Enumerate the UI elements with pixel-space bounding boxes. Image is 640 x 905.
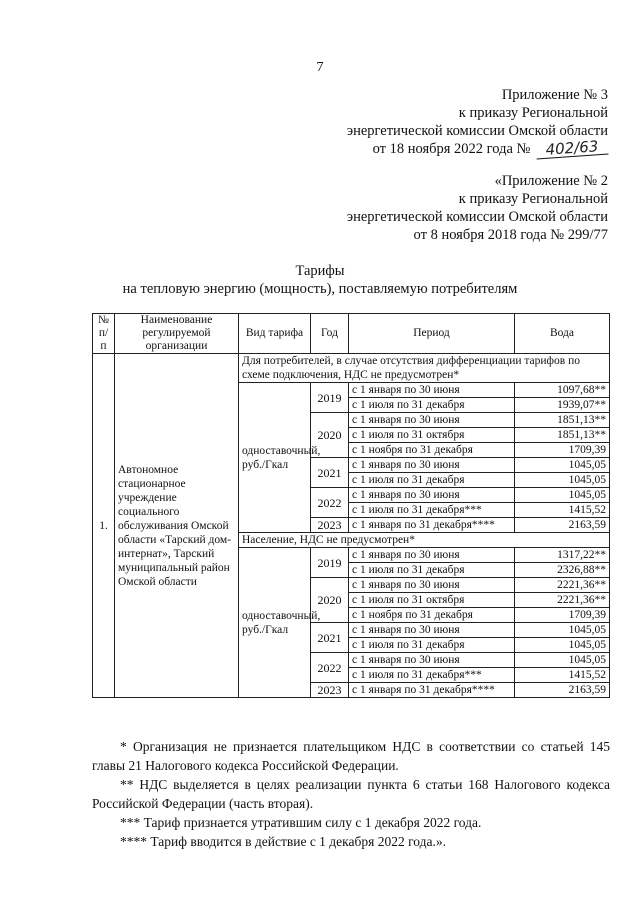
period-cell: с 1 января по 30 июня — [349, 578, 515, 593]
header-value: Вода — [515, 314, 610, 354]
value-cell: 2221,36** — [515, 593, 610, 608]
value-cell: 1045,05 — [515, 458, 610, 473]
value-cell: 1939,07** — [515, 398, 610, 413]
row-number: 1. — [93, 354, 115, 698]
period-cell: с 1 января по 31 декабря**** — [349, 518, 515, 533]
period-cell: с 1 ноября по 31 декабря — [349, 608, 515, 623]
title-line1: Тарифы — [295, 263, 345, 279]
value-cell: 1415,52 — [515, 503, 610, 518]
value-cell: 1045,05 — [515, 638, 610, 653]
header-period: Период — [349, 314, 515, 354]
annex-3-line2: к приказу Региональной — [458, 105, 608, 121]
annex-2-line2: к приказу Региональной — [458, 191, 608, 207]
header-org: Наименование регулируемой организации — [115, 314, 239, 354]
year-cell: 2020 — [311, 578, 349, 623]
consumer-group-title: Для потребителей, в случае отсутствия дифференциации тарифов по схеме подключения, НДС не предусмотрен* — [239, 354, 610, 383]
document-title — [0, 262, 640, 298]
period-cell: с 1 января по 30 июня — [349, 383, 515, 398]
annex-3-date: от 18 ноября 2022 года № — [372, 141, 531, 157]
header-year: Год — [311, 314, 349, 354]
footnote: * Организация не признается плательщиком НДС в соответствии со статьей 145 главы 21 Налогового кодекса Российской Федерации. — [92, 739, 610, 773]
value-cell: 2163,59 — [515, 518, 610, 533]
annex-3-line1: Приложение № 3 — [501, 87, 608, 103]
year-cell: 2023 — [311, 518, 349, 533]
period-cell: с 1 июля по 31 октября — [349, 593, 515, 608]
page-number: 7 — [316, 60, 324, 75]
value-cell: 1709,39 — [515, 608, 610, 623]
period-cell: с 1 января по 30 июня — [349, 413, 515, 428]
footnote: ** НДС выделяется в целях реализации пункта 6 статьи 168 Налогового кодекса Российской Федерации (часть вторая). — [92, 777, 610, 811]
period-cell: с 1 июля по 31 декабря — [349, 638, 515, 653]
tariffs-table — [92, 313, 610, 698]
period-cell: с 1 июля по 31 декабря*** — [349, 503, 515, 518]
period-cell: с 1 января по 30 июня — [349, 623, 515, 638]
header-num: № п/п — [93, 314, 115, 354]
organization-name: Автономное стационарное учреждение социального обслуживания Омской области «Тарский дом-интернат», Тарский муниципальный район Омской области — [115, 354, 239, 698]
annex-3-header — [347, 86, 608, 158]
consumer-group-title: Население, НДС не предусмотрен* — [239, 533, 610, 548]
value-cell: 2326,88** — [515, 563, 610, 578]
value-cell: 1415,52 — [515, 668, 610, 683]
handwritten-order-number: 402/63 — [535, 138, 608, 160]
value-cell: 1045,05 — [515, 488, 610, 503]
annex-2-line4: от 8 ноября 2018 года № 299/77 — [413, 227, 608, 243]
period-cell: с 1 января по 31 декабря**** — [349, 683, 515, 698]
period-cell: с 1 января по 30 июня — [349, 653, 515, 668]
footnote: **** Тариф вводится в действие с 1 декабря 2022 года.». — [120, 834, 447, 849]
period-cell: с 1 июля по 31 декабря — [349, 563, 515, 578]
year-cell: 2019 — [311, 548, 349, 578]
period-cell: с 1 января по 30 июня — [349, 488, 515, 503]
value-cell: 1851,13** — [515, 413, 610, 428]
period-cell: с 1 июля по 31 декабря*** — [349, 668, 515, 683]
year-cell: 2021 — [311, 458, 349, 488]
value-cell: 2163,59 — [515, 683, 610, 698]
period-cell: с 1 января по 30 июня — [349, 548, 515, 563]
header-type: Вид тарифа — [239, 314, 311, 354]
value-cell: 1851,13** — [515, 428, 610, 443]
title-line2: на тепловую энергию (мощность), поставляемую потребителям — [122, 281, 518, 297]
annex-2-header — [347, 172, 608, 244]
value-cell: 1709,39 — [515, 443, 610, 458]
value-cell: 1045,05 — [515, 473, 610, 488]
tariff-type: одноставочный, руб./Гкал — [239, 383, 311, 533]
value-cell: 1317,22** — [515, 548, 610, 563]
year-cell: 2021 — [311, 623, 349, 653]
period-cell: с 1 июля по 31 октября — [349, 428, 515, 443]
tariff-type: одноставочный, руб./Гкал — [239, 548, 311, 698]
annex-3-line3: энергетической комиссии Омской области — [346, 123, 608, 139]
footnotes — [92, 737, 610, 851]
value-cell: 1097,68** — [515, 383, 610, 398]
table-row — [93, 354, 610, 383]
annex-2-line1: «Приложение № 2 — [494, 173, 608, 189]
period-cell: с 1 января по 30 июня — [349, 458, 515, 473]
period-cell: с 1 июля по 31 декабря — [349, 473, 515, 488]
year-cell: 2022 — [311, 488, 349, 518]
value-cell: 1045,05 — [515, 653, 610, 668]
value-cell: 2221,36** — [515, 578, 610, 593]
year-cell: 2019 — [311, 383, 349, 413]
annex-3-line4 — [347, 137, 608, 159]
period-cell: с 1 ноября по 31 декабря — [349, 443, 515, 458]
year-cell: 2022 — [311, 653, 349, 683]
table-header-row — [93, 314, 610, 354]
period-cell: с 1 июля по 31 декабря — [349, 398, 515, 413]
year-cell: 2023 — [311, 683, 349, 698]
value-cell: 1045,05 — [515, 623, 610, 638]
footnote: *** Тариф признается утратившим силу с 1 декабря 2022 года. — [120, 815, 482, 830]
annex-2-line3: энергетической комиссии Омской области — [346, 209, 608, 225]
year-cell: 2020 — [311, 413, 349, 458]
